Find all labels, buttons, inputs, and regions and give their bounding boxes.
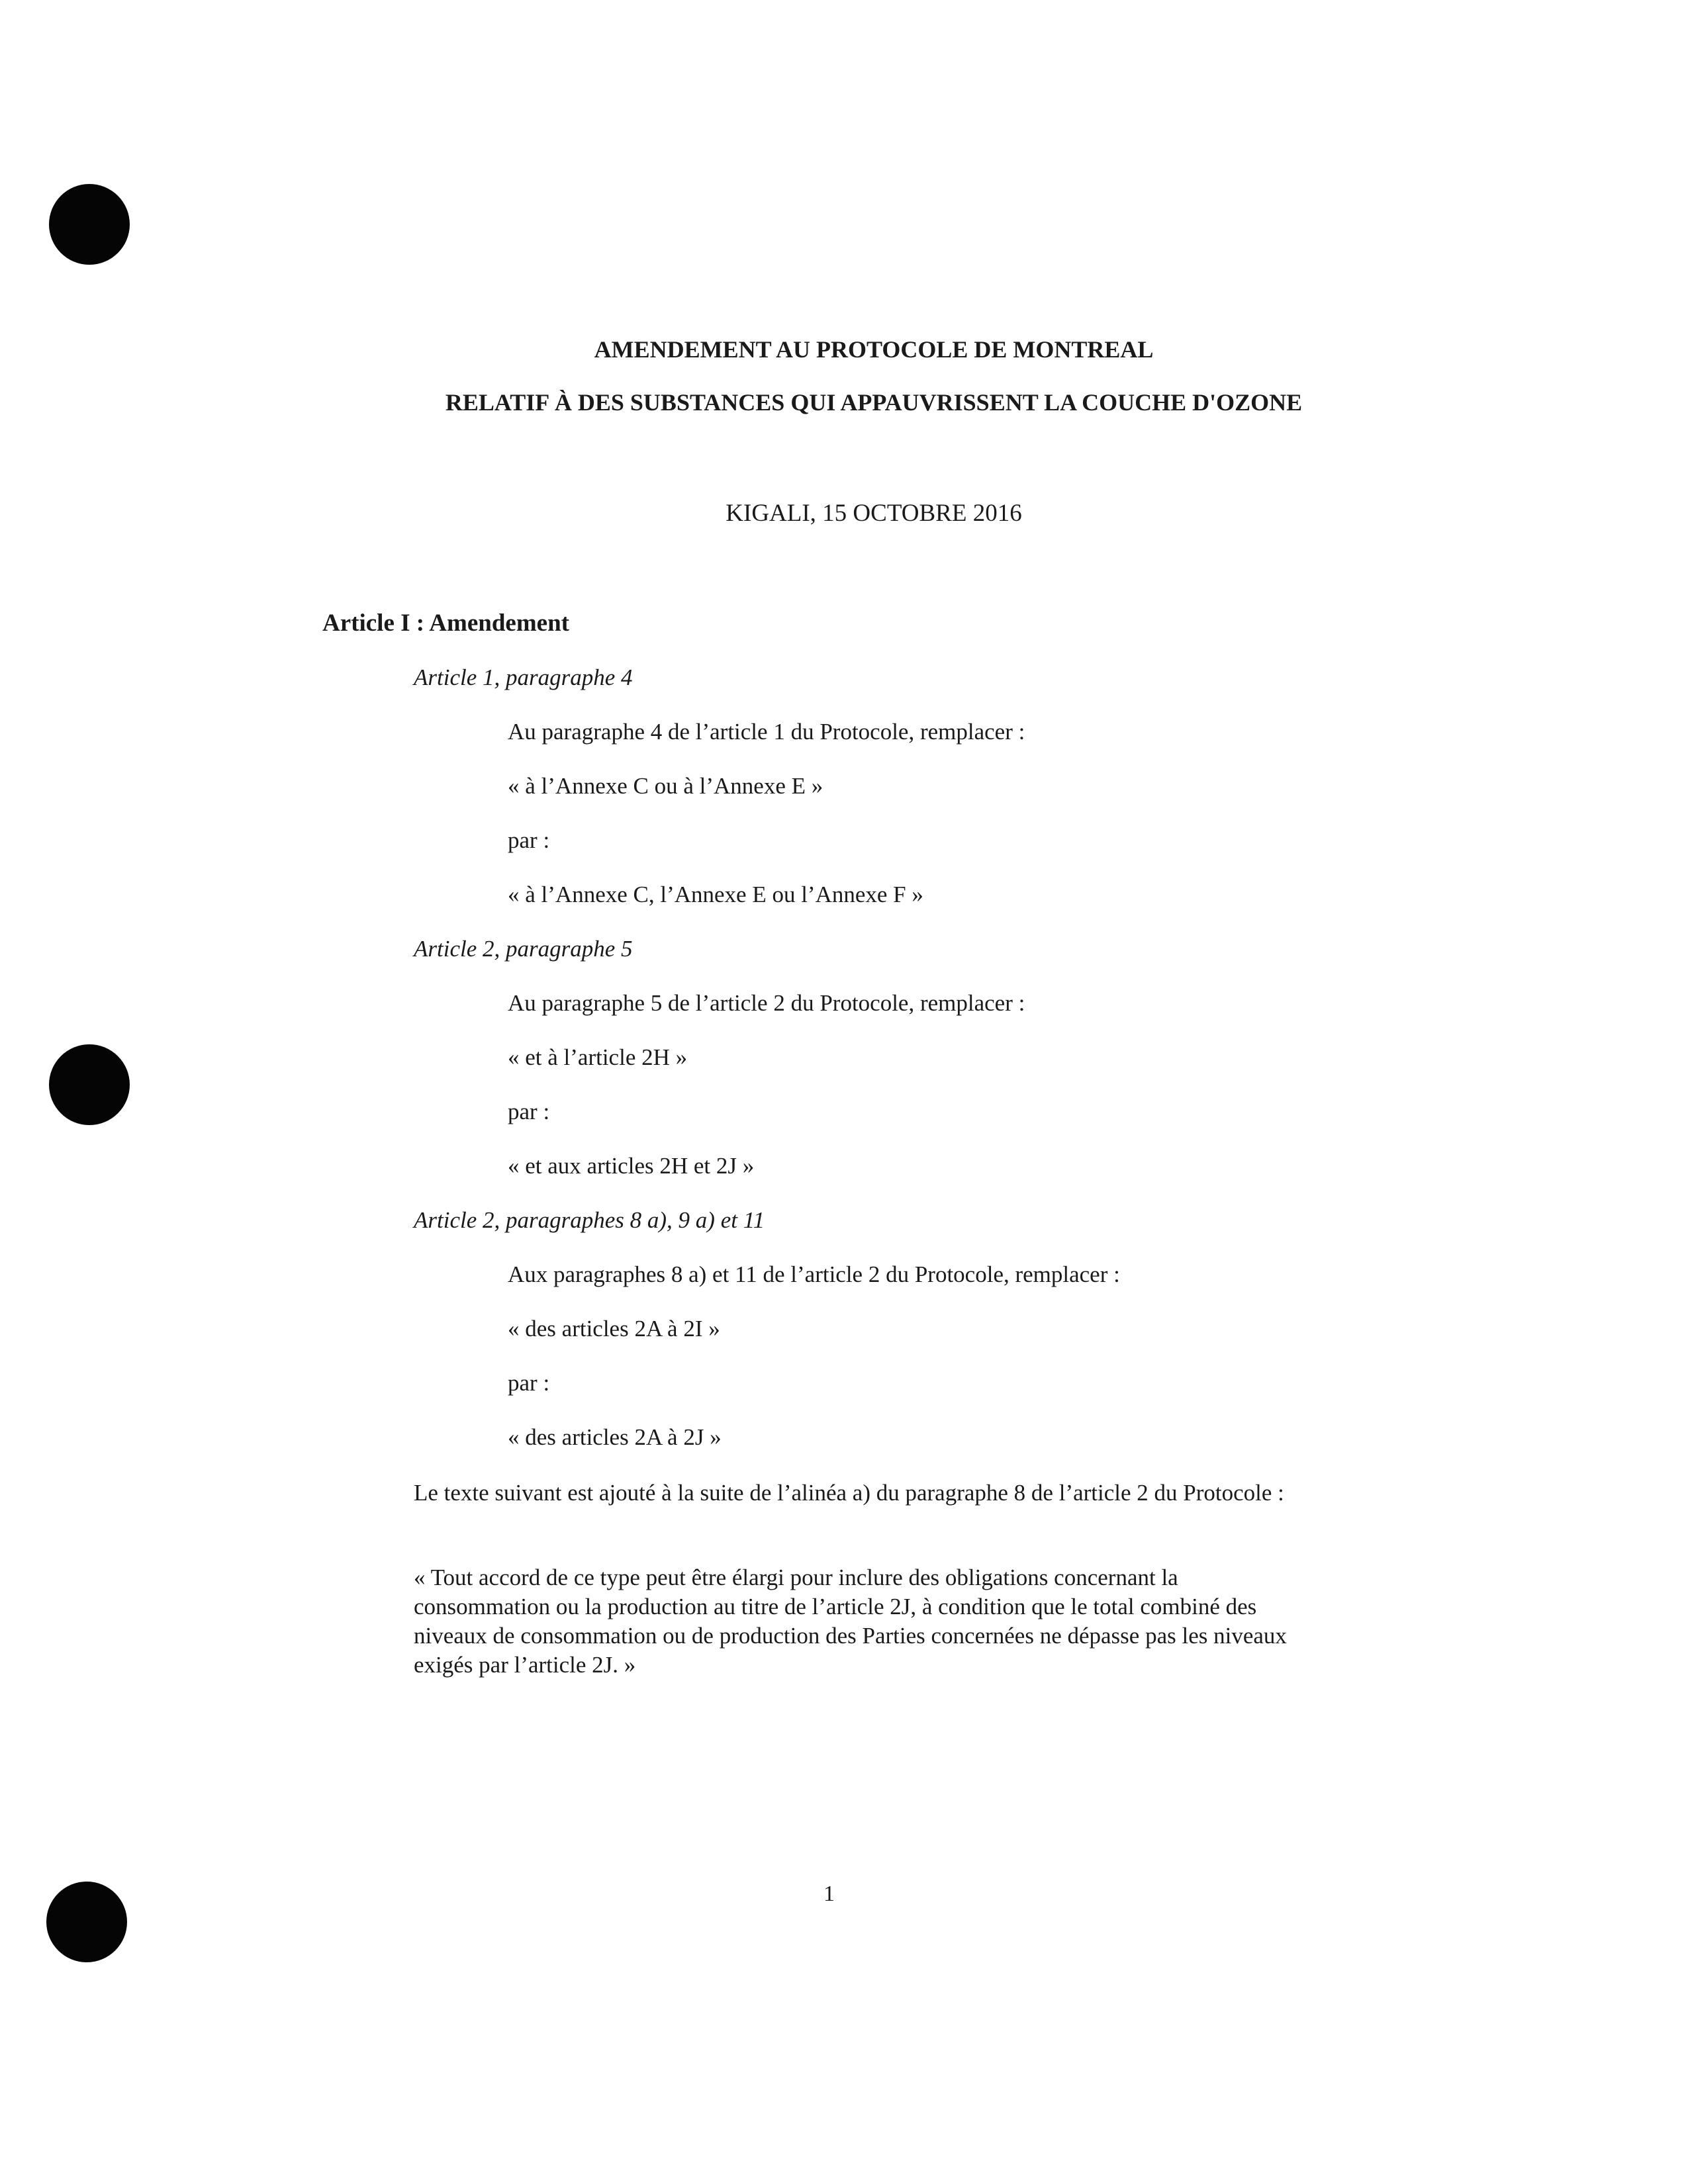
section-line: « et à l’article 2H »: [508, 1044, 688, 1070]
punch-hole-bottom: [46, 1882, 127, 1962]
section-line: par :: [508, 1370, 550, 1396]
section-line: « des articles 2A à 2J »: [508, 1424, 722, 1450]
section-line: « des articles 2A à 2I »: [508, 1316, 720, 1342]
section-heading: Article 2, paragraphe 5: [414, 936, 633, 962]
document-title-line-1: AMENDEMENT AU PROTOCOLE DE MONTREAL: [594, 336, 1154, 363]
section-line: « à l’Annexe C, l’Annexe E ou l’Annexe F »: [508, 882, 923, 907]
page-number: 1: [823, 1882, 835, 1906]
article-heading: Article I : Amendement: [322, 610, 569, 637]
punch-hole-top: [49, 184, 130, 265]
dateline: KIGALI, 15 OCTOBRE 2016: [726, 500, 1022, 527]
section-line: Aux paragraphes 8 a) et 11 de l’article 2 du Protocole, remplacer :: [508, 1261, 1120, 1287]
quoted-paragraph: « Tout accord de ce type peut être élargi pour inclure des obligations concernant la consommation ou la production au titre de l’article 2J, à condition que le total combiné des niveaux de consommation ou de production des Parties concernées ne dépasse pas les niveaux exigés par l’article 2J. »: [414, 1565, 1287, 1678]
document-title-line-2: RELATIF À DES SUBSTANCES QUI APPAUVRISSENT LA COUCHE D'OZONE: [445, 389, 1303, 416]
section-line: par :: [508, 827, 550, 853]
section-line: « à l’Annexe C ou à l’Annexe E »: [508, 773, 823, 799]
punch-hole-middle: [49, 1044, 130, 1125]
section-line: Au paragraphe 5 de l’article 2 du Protocole, remplacer :: [508, 990, 1025, 1016]
section-line: par :: [508, 1099, 550, 1124]
section-line: Au paragraphe 4 de l’article 1 du Protocole, remplacer :: [508, 719, 1025, 745]
section-heading: Article 1, paragraphe 4: [414, 664, 633, 690]
section-heading: Article 2, paragraphes 8 a), 9 a) et 11: [414, 1207, 765, 1233]
body-paragraph: Le texte suivant est ajouté à la suite de l’alinéa a) du paragraphe 8 de l’article 2 du Protocole :: [414, 1480, 1284, 1506]
section-line: « et aux articles 2H et 2J »: [508, 1153, 755, 1179]
